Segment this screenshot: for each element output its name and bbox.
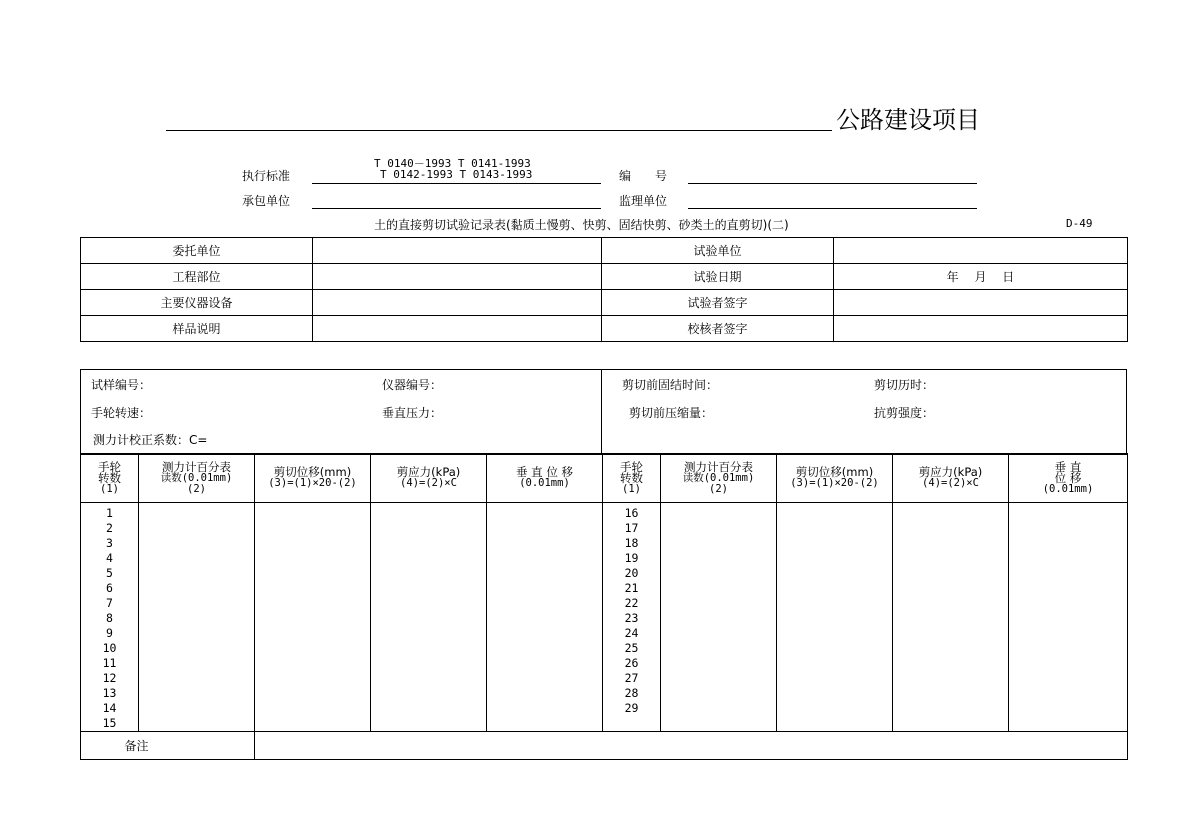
col-shear-stress: 剪应力(kPa) (4)=(2)×C (371, 454, 487, 503)
supervisor-label: 监理单位 (619, 194, 668, 208)
remarks-field[interactable] (255, 732, 1128, 760)
col-dial-reading: 测力计百分表 读数(0.01mm) (2) (139, 454, 255, 503)
client-field[interactable] (313, 238, 602, 264)
supervisor-field[interactable] (688, 208, 977, 209)
title-underline (166, 130, 832, 131)
right-vertical-cells[interactable] (1009, 503, 1128, 732)
project-part-field[interactable] (313, 264, 602, 290)
sample-desc-field[interactable] (313, 316, 602, 342)
number-label: 编 号 (619, 169, 668, 183)
left-dial-cells[interactable] (139, 503, 255, 732)
col-handwheel-turns-2: 手轮 转数 (1) (603, 454, 661, 503)
project-part-label: 工程部位 (81, 264, 313, 290)
client-label: 委托单位 (81, 238, 313, 264)
test-date-field[interactable]: 年 月 日 (834, 264, 1128, 290)
standard-line-2: T 0142-1993 T 0143-1993 (380, 168, 533, 181)
right-dial-cells[interactable] (661, 503, 777, 732)
vertical-pressure-label: 垂直压力： (382, 406, 443, 420)
col-handwheel-turns: 手轮 转数 (1) (81, 454, 139, 503)
right-displacement-cells[interactable] (777, 503, 893, 732)
sample-no-label: 试样编号： (91, 378, 152, 392)
data-table (80, 453, 1128, 760)
equipment-label: 主要仪器设备 (81, 290, 313, 316)
checker-sign-label: 校核者签字 (602, 316, 834, 342)
right-turn-numbers: 16 17 18 19 20 21 22 23 24 25 26 27 28 29 (603, 503, 661, 732)
pre-shear-compression-label: 剪切前压缩量： (629, 406, 714, 420)
equipment-field[interactable] (313, 290, 602, 316)
col-shear-displacement-2: 剪切位移(mm) (3)=(1)×20-(2) (777, 454, 893, 503)
col-shear-stress-2: 剪应力(kPa) (4)=(2)×C (893, 454, 1009, 503)
test-unit-field[interactable] (834, 238, 1128, 264)
left-turn-numbers: 1 2 3 4 5 6 7 8 9 10 11 12 13 14 15 (81, 503, 139, 732)
standard-line-1: T 0140－1993 T 0141-1993 (374, 157, 531, 170)
tester-sign-field[interactable] (834, 290, 1128, 316)
sample-desc-label: 样品说明 (81, 316, 313, 342)
number-field[interactable] (688, 183, 977, 184)
handwheel-speed-label: 手轮转速： (91, 406, 152, 420)
right-stress-cells[interactable] (893, 503, 1009, 732)
form-code: D-49 (1066, 217, 1093, 230)
shear-strength-label: 抗剪强度： (874, 406, 935, 420)
left-vertical-cells[interactable] (487, 503, 603, 732)
test-unit-label: 试验单位 (602, 238, 834, 264)
col-shear-displacement: 剪切位移(mm) (3)=(1)×20-(2) (255, 454, 371, 503)
shear-duration-label: 剪切历时： (874, 378, 935, 392)
checker-sign-field[interactable] (834, 316, 1128, 342)
col-vertical-displacement-2: 垂 直 位 移 (0.01mm) (1009, 454, 1128, 503)
col-dial-reading-2: 测力计百分表 读数(0.01mm) (2) (661, 454, 777, 503)
dynamometer-coef-label: 测力计校正系数：C= (93, 433, 208, 447)
page-title: 公路建设项目 (836, 106, 980, 134)
instrument-no-label: 仪器编号： (382, 378, 443, 392)
sample-info-block (80, 369, 1127, 455)
standard-field-line (312, 183, 601, 184)
left-displacement-cells[interactable] (255, 503, 371, 732)
standard-label: 执行标准 (242, 169, 291, 183)
remarks-label: 备注 (81, 732, 255, 760)
test-date-label: 试验日期 (602, 264, 834, 290)
info-table (80, 237, 1128, 342)
contractor-field[interactable] (312, 208, 601, 209)
tester-sign-label: 试验者签字 (602, 290, 834, 316)
contractor-label: 承包单位 (242, 194, 291, 208)
col-vertical-displacement: 垂 直 位 移 (0.01mm) (487, 454, 603, 503)
sample-info-divider (601, 370, 602, 454)
consolidation-time-label: 剪切前固结时间： (622, 378, 719, 392)
left-stress-cells[interactable] (371, 503, 487, 732)
form-title: 土的直接剪切试验记录表(黏质土慢剪、快剪、固结快剪、砂类土的直剪切)(二) (374, 218, 789, 232)
